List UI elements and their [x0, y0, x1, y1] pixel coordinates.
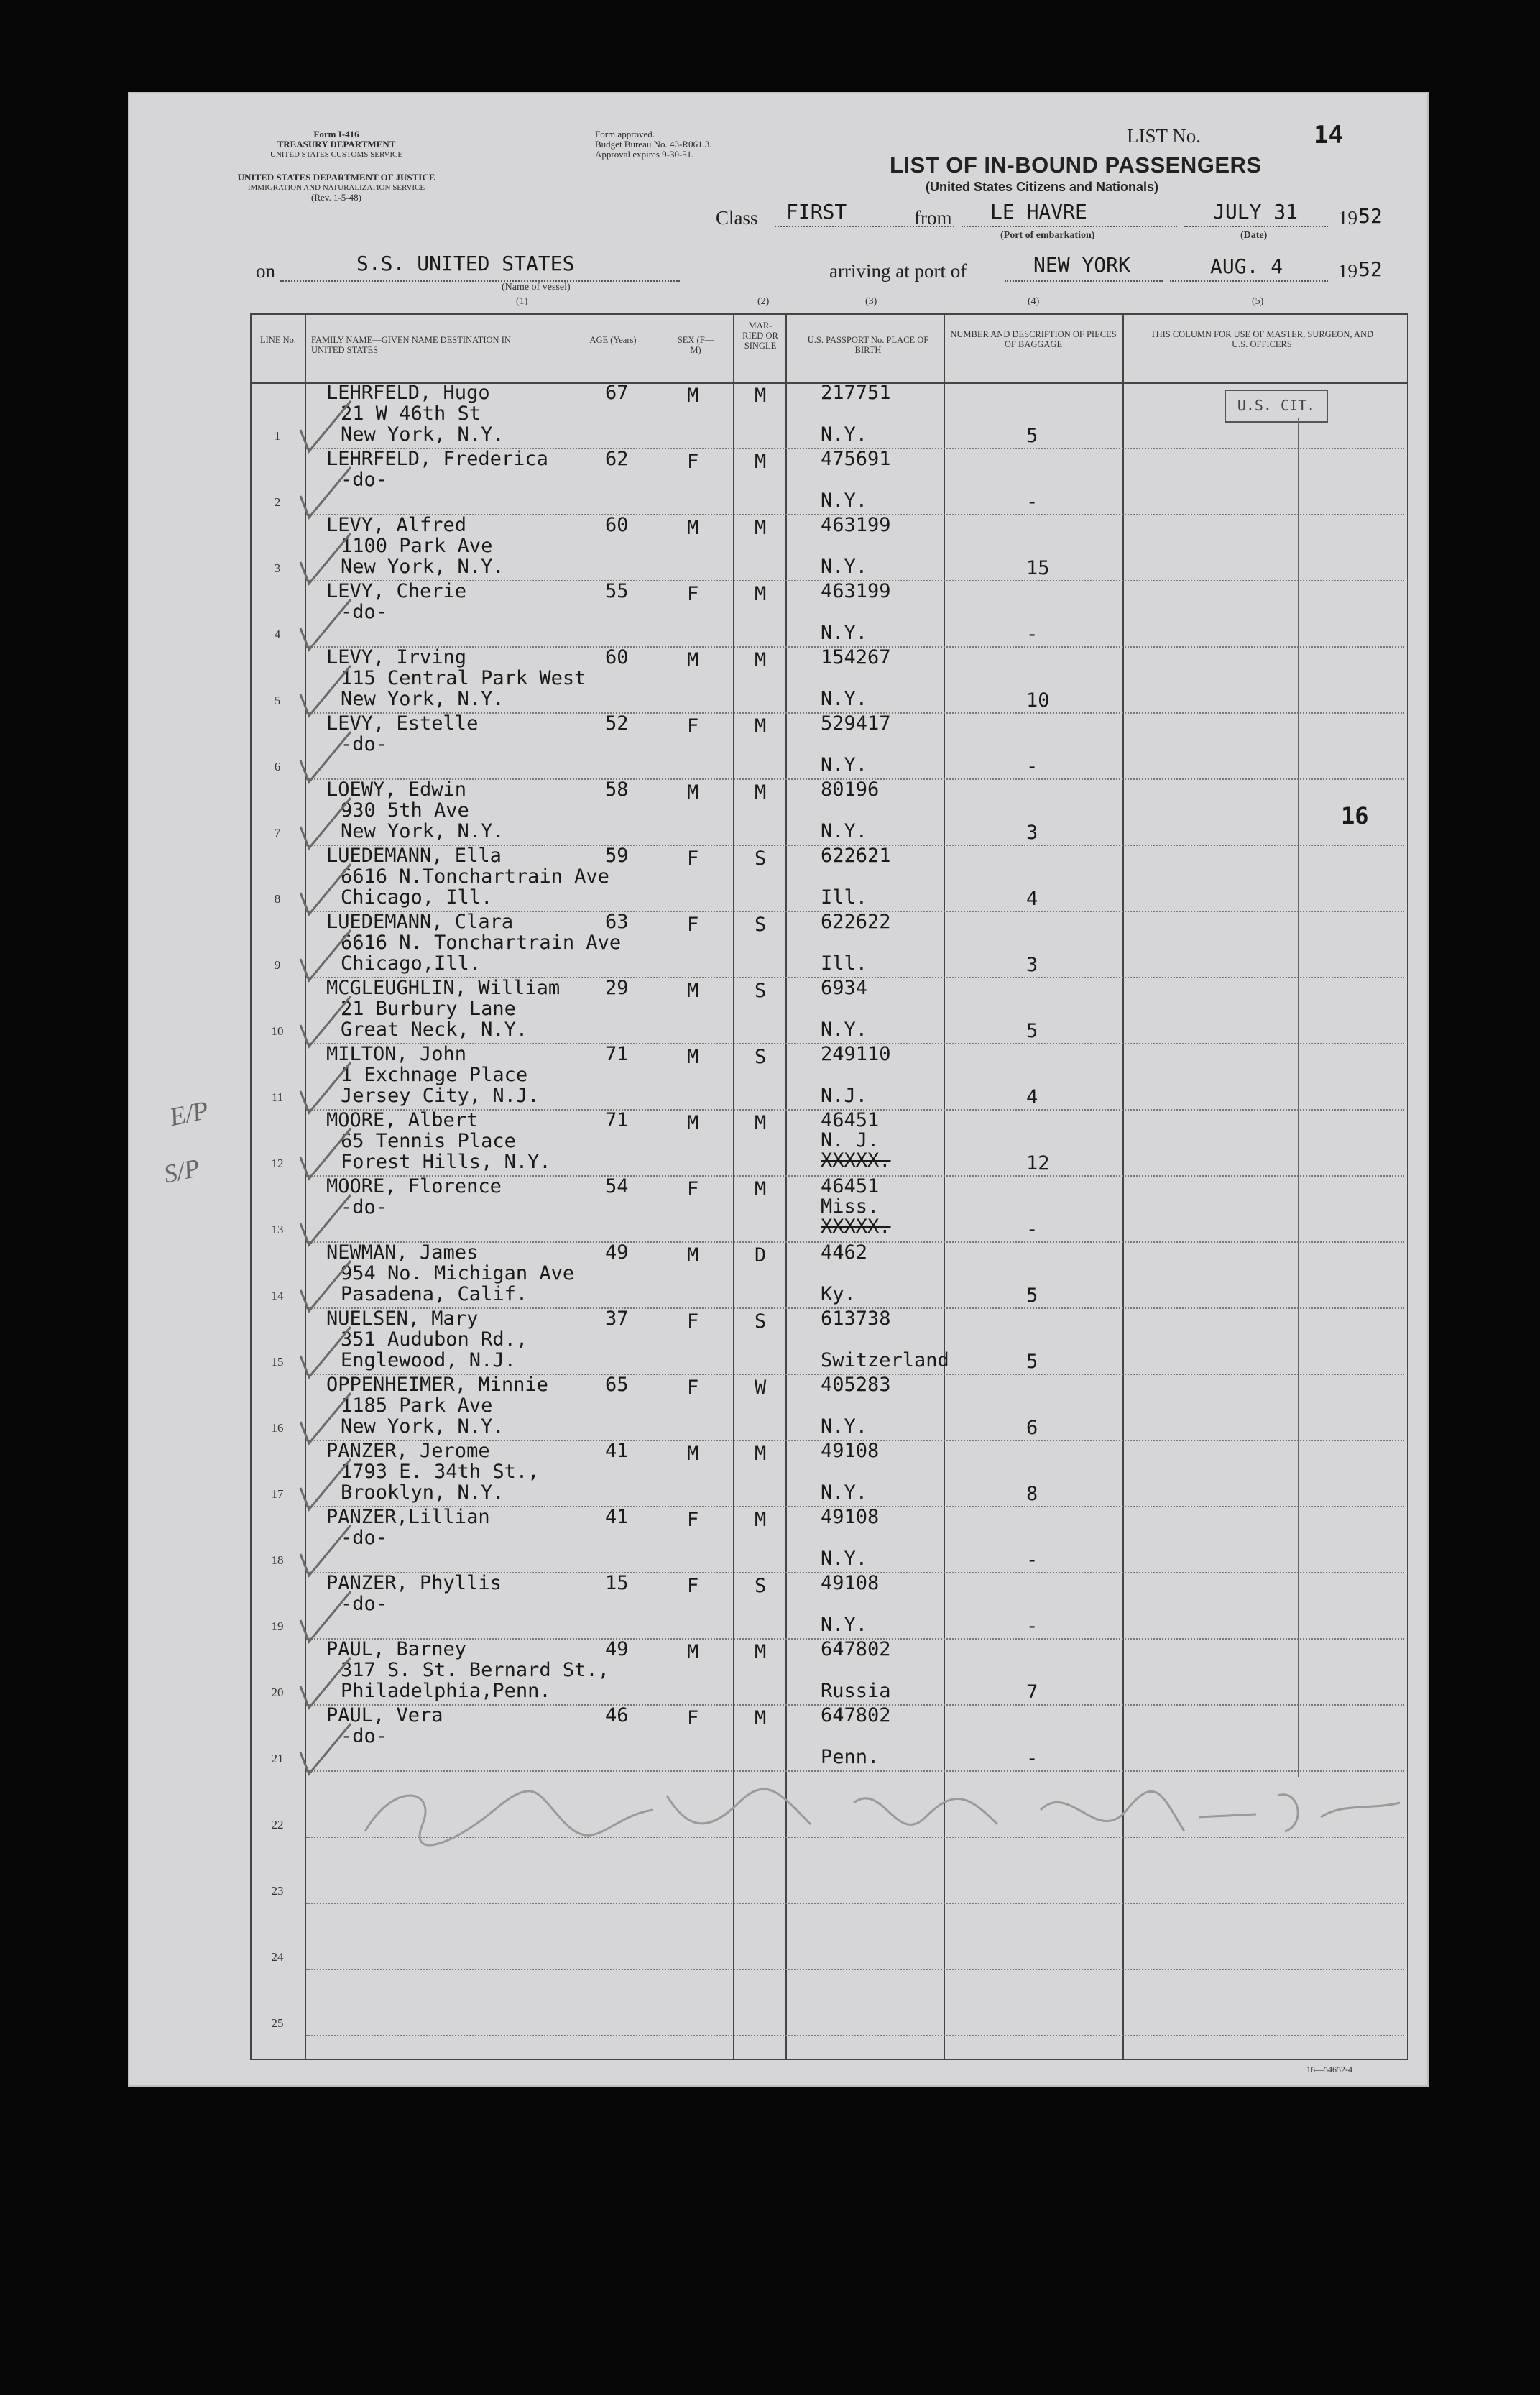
passenger-address-2: New York, N.Y.: [341, 1415, 504, 1438]
ins-service: IMMIGRATION AND NATURALIZATION SERVICE: [247, 183, 425, 192]
baggage-count: 15: [1026, 557, 1050, 579]
passenger-address-1: 351 Audubon Rd.,: [341, 1328, 528, 1351]
marital-status: M: [755, 649, 767, 671]
treasury-dept: TREASURY DEPARTMENT: [277, 139, 396, 150]
baggage-count: 8: [1026, 1483, 1038, 1505]
check-mark: [300, 1062, 351, 1113]
passenger-name: PAUL, Vera: [326, 1704, 443, 1727]
passenger-age: 71: [605, 1043, 629, 1065]
passenger-address-2: Chicago,Ill.: [341, 952, 481, 975]
passenger-address-2: Chicago, Ill.: [341, 886, 493, 909]
marital-status: M: [755, 1112, 767, 1134]
stamp-text: U.S. CIT.: [1237, 397, 1316, 414]
port-of-embarkation: LE HAVRE: [990, 200, 1087, 224]
passenger-address-2: Jersey City, N.J.: [341, 1085, 540, 1107]
passenger-age: 55: [605, 580, 629, 602]
line-number: 4: [274, 628, 281, 641]
place-of-birth: Miss.: [821, 1195, 880, 1218]
place-of-birth: Ky.: [821, 1283, 856, 1305]
passenger-address-1: -do-: [341, 1593, 388, 1615]
check-mark: [300, 1327, 351, 1377]
line-number: 20: [271, 1686, 284, 1699]
header-married: MAR-RIED OR SINGLE: [742, 321, 778, 351]
place-of-birth: N.Y.: [821, 1614, 868, 1636]
passenger-sex: F: [687, 1310, 699, 1333]
baggage-count: -: [1026, 623, 1038, 645]
passenger-address-1: -do-: [341, 733, 388, 755]
passenger-name: PANZER, Phyllis: [326, 1572, 502, 1594]
line-number: 18: [271, 1553, 284, 1567]
passenger-name: PANZER,Lillian: [326, 1506, 490, 1528]
passenger-age: 63: [605, 911, 629, 933]
place-of-birth: N. J.: [821, 1129, 880, 1151]
passenger-sex: F: [687, 1509, 699, 1531]
check-mark: [300, 666, 351, 716]
passport-number: 647802: [821, 1638, 891, 1660]
marital-status: M: [755, 781, 767, 804]
passenger-name: OPPENHEIMER, Minnie: [326, 1374, 548, 1396]
marital-status: M: [755, 451, 767, 473]
baggage-count: 4: [1026, 1086, 1038, 1108]
passport-number: 463199: [821, 514, 891, 536]
passenger-address-2: New York, N.Y.: [341, 556, 504, 578]
port-caption: (Port of embarkation): [1000, 230, 1095, 241]
passenger-name: NEWMAN, James: [326, 1241, 479, 1264]
passenger-age: 49: [605, 1241, 629, 1264]
passenger-sex: F: [687, 1575, 699, 1597]
baggage-count: 4: [1026, 888, 1038, 910]
marital-status: M: [755, 385, 767, 407]
col-num-5: (5): [1252, 296, 1264, 307]
justice-dept-block: [200, 173, 473, 203]
passenger-sex: M: [687, 385, 699, 407]
marital-status: S: [755, 847, 767, 870]
line-number: 10: [271, 1024, 284, 1038]
passenger-address-1: 21 W 46th St: [341, 403, 481, 425]
passenger-sex: F: [687, 914, 699, 936]
arriving-label: arriving at port of: [829, 260, 967, 282]
col-num-1: (1): [516, 296, 528, 307]
check-mark: [300, 1724, 351, 1774]
col-num-3: (3): [865, 296, 877, 307]
marital-status: M: [755, 1509, 767, 1531]
passenger-address-1: 954 No. Michigan Ave: [341, 1262, 575, 1284]
vessel-caption: (Name of vessel): [502, 282, 571, 293]
manifest-page: [128, 92, 1429, 2087]
line-number: 17: [271, 1487, 284, 1501]
passport-number: 46451: [821, 1109, 880, 1131]
passenger-name: MOORE, Florence: [326, 1175, 502, 1198]
baggage-count: -: [1026, 491, 1038, 513]
passenger-age: 60: [605, 646, 629, 668]
check-mark: [300, 930, 351, 980]
place-of-birth: Ill.: [821, 886, 868, 909]
arrival-port: NEW YORK: [1033, 253, 1130, 277]
passenger-address-1: 6616 N.Tonchartrain Ave: [341, 865, 609, 888]
vessel-name: S.S. UNITED STATES: [356, 252, 575, 275]
baggage-count: 5: [1026, 425, 1038, 447]
baggage-count: 3: [1026, 822, 1038, 844]
passenger-age: 37: [605, 1307, 629, 1330]
marital-status: M: [755, 1443, 767, 1465]
passenger-name: LUEDEMANN, Clara: [326, 911, 514, 933]
passport-number: 46451: [821, 1175, 880, 1198]
marital-status: S: [755, 1575, 767, 1597]
passenger-name: LEVY, Cherie: [326, 580, 467, 602]
header-line-no: LINE No.: [260, 335, 296, 345]
customs-service: UNITED STATES CUSTOMS SERVICE: [269, 150, 403, 159]
row-divider: [306, 1903, 1404, 1904]
place-of-birth: N.Y.: [821, 688, 868, 710]
passenger-name: LOEWY, Edwin: [326, 778, 467, 801]
passport-number: 405283: [821, 1374, 891, 1396]
passenger-age: 46: [605, 1704, 629, 1727]
citizen-stamp: [1225, 390, 1328, 423]
passenger-name: LEVY, Alfred: [326, 514, 467, 536]
marital-status: M: [755, 517, 767, 539]
passenger-address-2: New York, N.Y.: [341, 820, 504, 842]
passenger-sex: M: [687, 1112, 699, 1134]
passenger-sex: M: [687, 980, 699, 1002]
line-number: 1: [274, 429, 281, 443]
passenger-sex: F: [687, 583, 699, 605]
form-revision: (Rev. 1-5-48): [311, 192, 361, 203]
passenger-sex: F: [687, 1376, 699, 1399]
row-divider: [306, 2035, 1404, 2036]
inspector-signature: [351, 1767, 1429, 1867]
place-of-birth: N.J.: [821, 1085, 868, 1107]
header-baggage: NUMBER AND DESCRIPTION OF PIECES OF BAGGAGE: [950, 329, 1117, 349]
passenger-age: 49: [605, 1638, 629, 1660]
passenger-age: 41: [605, 1506, 629, 1528]
baggage-count: -: [1026, 1218, 1038, 1241]
passenger-address-2: Brooklyn, N.Y.: [341, 1481, 504, 1504]
baggage-count: 5: [1026, 1351, 1038, 1373]
passenger-name: MILTON, John: [326, 1043, 467, 1065]
check-mark: [300, 1658, 351, 1708]
passport-number: 217751: [821, 382, 891, 404]
passenger-name: LEHRFELD, Frederica: [326, 448, 548, 470]
line-number: 15: [271, 1355, 284, 1369]
row-divider: [306, 1969, 1404, 1970]
passport-number: 622622: [821, 911, 891, 933]
marital-status: M: [755, 715, 767, 737]
header-passport: U.S. PASSPORT No. PLACE OF BIRTH: [807, 335, 929, 355]
passenger-name: LEVY, Irving: [326, 646, 467, 668]
passenger-address-1: 6616 N. Tonchartrain Ave: [341, 932, 622, 954]
marital-status: M: [755, 1641, 767, 1663]
passenger-age: 67: [605, 382, 629, 404]
check-mark: [300, 467, 351, 518]
passport-number: 647802: [821, 1704, 891, 1727]
date-year-prefix: 19: [1338, 207, 1357, 229]
baggage-count: 5: [1026, 1020, 1038, 1042]
place-of-birth: N.Y.: [821, 1019, 868, 1041]
line-number: 11: [271, 1090, 284, 1104]
baggage-count: 12: [1026, 1152, 1050, 1174]
passenger-sex: F: [687, 715, 699, 737]
passenger-address-1: 1 Exchnage Place: [341, 1064, 528, 1086]
place-of-birth: Russia: [821, 1680, 891, 1702]
passenger-age: 54: [605, 1175, 629, 1198]
line-number: 9: [274, 958, 281, 972]
vessel-field-line: [280, 280, 680, 282]
check-mark: [300, 732, 351, 782]
page-subtitle: (United States Citizens and Nationals): [926, 180, 1159, 194]
line-number: 6: [274, 760, 281, 773]
check-mark: [300, 1591, 351, 1642]
passenger-address-1: 1185 Park Ave: [341, 1394, 493, 1417]
check-mark: [300, 1525, 351, 1576]
check-mark: [300, 533, 351, 584]
page-title: LIST OF IN-BOUND PASSENGERS: [890, 152, 1262, 178]
passenger-age: 60: [605, 514, 629, 536]
list-no-value: 14: [1314, 121, 1343, 150]
passport-number: 49108: [821, 1572, 880, 1594]
check-mark: [300, 996, 351, 1047]
passenger-sex: F: [687, 847, 699, 870]
on-label: on: [256, 260, 275, 282]
passenger-name: PAUL, Barney: [326, 1638, 467, 1660]
arrival-date: AUG. 4: [1210, 254, 1283, 278]
line-number: 12: [271, 1157, 284, 1170]
place-of-birth: N.Y.: [821, 754, 868, 776]
passenger-name: LEVY, Estelle: [326, 712, 479, 735]
passenger-address-1: -do-: [341, 601, 388, 623]
passenger-sex: M: [687, 1443, 699, 1465]
embarkation-date: JULY 31: [1213, 200, 1299, 224]
line-number: 5: [274, 694, 281, 707]
line-number: 14: [271, 1289, 284, 1302]
class-value: FIRST: [786, 200, 847, 224]
margin-note-ep: E/P: [167, 1095, 211, 1132]
check-mark: [300, 1195, 351, 1245]
marital-status: S: [755, 914, 767, 936]
list-no-label: LIST No.: [1127, 125, 1202, 147]
passenger-sex: F: [687, 1707, 699, 1729]
passport-number: 529417: [821, 712, 891, 735]
marital-status: S: [755, 1046, 767, 1068]
passenger-address-2: New York, N.Y.: [341, 688, 504, 710]
passenger-address-2: Pasadena, Calif.: [341, 1283, 528, 1305]
justice-dept: UNITED STATES DEPARTMENT OF JUSTICE: [237, 172, 435, 183]
place-of-birth: N.Y.: [821, 423, 868, 446]
marital-status: D: [755, 1244, 767, 1267]
approval-block: [595, 129, 711, 160]
form-dept-block: [214, 129, 458, 160]
line-number: 19: [271, 1619, 284, 1633]
passport-number: 4462: [821, 1241, 868, 1264]
baggage-count: 6: [1026, 1417, 1038, 1439]
passenger-address-1: 930 5th Ave: [341, 799, 469, 822]
passenger-address-1: -do-: [341, 469, 388, 491]
line-number: 16: [271, 1421, 284, 1435]
marital-status: S: [755, 1310, 767, 1333]
passenger-age: 59: [605, 845, 629, 867]
col-num-2: (2): [757, 296, 770, 307]
line-number: 8: [274, 892, 281, 906]
footer-code: 16—54652-4: [1306, 2064, 1352, 2074]
passenger-address-1: 1793 E. 34th St.,: [341, 1461, 540, 1483]
place-of-birth: N.Y.: [821, 1415, 868, 1438]
header-officers: THIS COLUMN FOR USE OF MASTER, SURGEON, AND U.S. OFFICERS: [1150, 329, 1374, 349]
line-number: 21: [271, 1752, 284, 1765]
passenger-address-1: 115 Central Park West: [341, 667, 586, 689]
passenger-name: NUELSEN, Mary: [326, 1307, 479, 1330]
arrival-year-prefix: 19: [1338, 260, 1357, 282]
date-year: 52: [1358, 204, 1383, 228]
passenger-address-1: 65 Tennis Place: [341, 1130, 516, 1152]
check-mark: [300, 798, 351, 848]
check-mark: [300, 864, 351, 914]
col-num-4: (4): [1028, 296, 1040, 307]
baggage-count: -: [1026, 1747, 1038, 1770]
baggage-count: 10: [1026, 689, 1050, 712]
passport-number: 49108: [821, 1506, 880, 1528]
marital-status: M: [755, 1178, 767, 1200]
place-of-birth: N.Y.: [821, 556, 868, 578]
place-of-birth: Ill.: [821, 952, 868, 975]
passenger-age: 15: [605, 1572, 629, 1594]
passenger-address-2: Philadelphia,Penn.: [341, 1680, 551, 1702]
marital-status: S: [755, 980, 767, 1002]
place-of-birth: N.Y.: [821, 1481, 868, 1504]
passenger-address-2: New York, N.Y.: [341, 423, 504, 446]
passenger-sex: M: [687, 1046, 699, 1068]
place-of-birth: N.Y.: [821, 489, 868, 512]
passenger-address-1: 1100 Park Ave: [341, 535, 493, 557]
place-of-birth: Penn.: [821, 1746, 880, 1768]
port-field-line: [962, 226, 1177, 227]
arrival-date-line: [1170, 280, 1328, 282]
check-mark: [300, 401, 351, 451]
check-mark: [300, 1128, 351, 1179]
passenger-name: MOORE, Albert: [326, 1109, 479, 1131]
passenger-address-1: 317 S. St. Bernard St.,: [341, 1659, 609, 1681]
officer-check-line: [1298, 418, 1299, 1777]
place-of-birth: N.Y.: [821, 1548, 868, 1570]
passenger-sex: M: [687, 1244, 699, 1267]
marital-status: M: [755, 1707, 767, 1729]
passenger-name: MCGLEUGHLIN, William: [326, 977, 561, 999]
date-caption: (Date): [1240, 230, 1268, 241]
baggage-count: 3: [1026, 954, 1038, 976]
place-of-birth-struck: XXXXX.: [821, 1215, 891, 1238]
line-number: 25: [271, 2016, 284, 2030]
header-name: FAMILY NAME—GIVEN NAME DESTINATION IN UNITED STATES: [311, 335, 511, 355]
margin-note-sp: S/P: [161, 1153, 203, 1189]
passenger-sex: M: [687, 649, 699, 671]
passenger-age: 29: [605, 977, 629, 999]
passport-number: 613738: [821, 1307, 891, 1330]
passenger-age: 52: [605, 712, 629, 735]
check-mark: [300, 1261, 351, 1311]
passport-number: 463199: [821, 580, 891, 602]
passenger-name: LUEDEMANN, Ella: [326, 845, 502, 867]
passenger-address-2: Englewood, N.J.: [341, 1349, 516, 1371]
passenger-sex: F: [687, 451, 699, 473]
passport-number: 475691: [821, 448, 891, 470]
passport-number: 6934: [821, 977, 868, 999]
passenger-address-2: Forest Hills, N.Y.: [341, 1151, 551, 1173]
approval-line-1: Form approved.: [595, 129, 655, 139]
check-mark: [300, 599, 351, 650]
line-number: 7: [274, 826, 281, 840]
header-sex: SEX (F—M): [677, 335, 714, 355]
passenger-address-1: -do-: [341, 1725, 388, 1747]
approval-line-2: Budget Bureau No. 43-R061.3.: [595, 139, 712, 150]
line-number: 2: [274, 495, 281, 509]
approval-line-3: Approval expires 9-30-51.: [595, 149, 694, 160]
class-label: Class: [716, 207, 758, 229]
passenger-age: 62: [605, 448, 629, 470]
baggage-count: -: [1026, 755, 1038, 778]
line-number: 22: [271, 1818, 284, 1831]
from-label: from: [914, 207, 952, 229]
side-number: 16: [1341, 802, 1369, 829]
baggage-count: 5: [1026, 1284, 1038, 1307]
passenger-address-1: -do-: [341, 1527, 388, 1549]
passenger-address-1: -do-: [341, 1196, 388, 1218]
date-field-line: [1184, 226, 1328, 227]
passport-number: 249110: [821, 1043, 891, 1065]
passport-number: 49108: [821, 1440, 880, 1462]
form-number: Form I-416: [313, 129, 359, 139]
baggage-count: 7: [1026, 1681, 1038, 1704]
passenger-sex: M: [687, 517, 699, 539]
passport-number: 154267: [821, 646, 891, 668]
line-number: 23: [271, 1884, 284, 1898]
passenger-address-2: Great Neck, N.Y.: [341, 1019, 528, 1041]
check-mark: [300, 1393, 351, 1443]
passenger-sex: F: [687, 1178, 699, 1200]
marital-status: M: [755, 583, 767, 605]
place-of-birth: N.Y.: [821, 622, 868, 644]
line-number: 24: [271, 1950, 284, 1964]
check-mark: [300, 1459, 351, 1509]
arrival-year: 52: [1358, 257, 1383, 281]
passenger-age: 58: [605, 778, 629, 801]
passenger-name: PANZER, Jerome: [326, 1440, 490, 1462]
passenger-age: 65: [605, 1374, 629, 1396]
passenger-sex: M: [687, 1641, 699, 1663]
line-number: 3: [274, 561, 281, 575]
baggage-count: -: [1026, 1615, 1038, 1637]
place-of-birth-struck: XXXXX.: [821, 1149, 891, 1172]
baggage-count: -: [1026, 1549, 1038, 1571]
place-of-birth: Switzerland: [821, 1349, 949, 1371]
passenger-age: 71: [605, 1109, 629, 1131]
header-age: AGE (Years): [589, 335, 637, 345]
line-number: 13: [271, 1223, 284, 1236]
passport-number: 622621: [821, 845, 891, 867]
place-of-birth: N.Y.: [821, 820, 868, 842]
passenger-age: 41: [605, 1440, 629, 1462]
passport-number: 80196: [821, 778, 880, 801]
marital-status: W: [755, 1376, 767, 1399]
passenger-name: LEHRFELD, Hugo: [326, 382, 490, 404]
passenger-sex: M: [687, 781, 699, 804]
passenger-address-1: 21 Burbury Lane: [341, 998, 516, 1020]
arrival-port-line: [1005, 280, 1163, 282]
check-marks: [229, 394, 372, 1975]
